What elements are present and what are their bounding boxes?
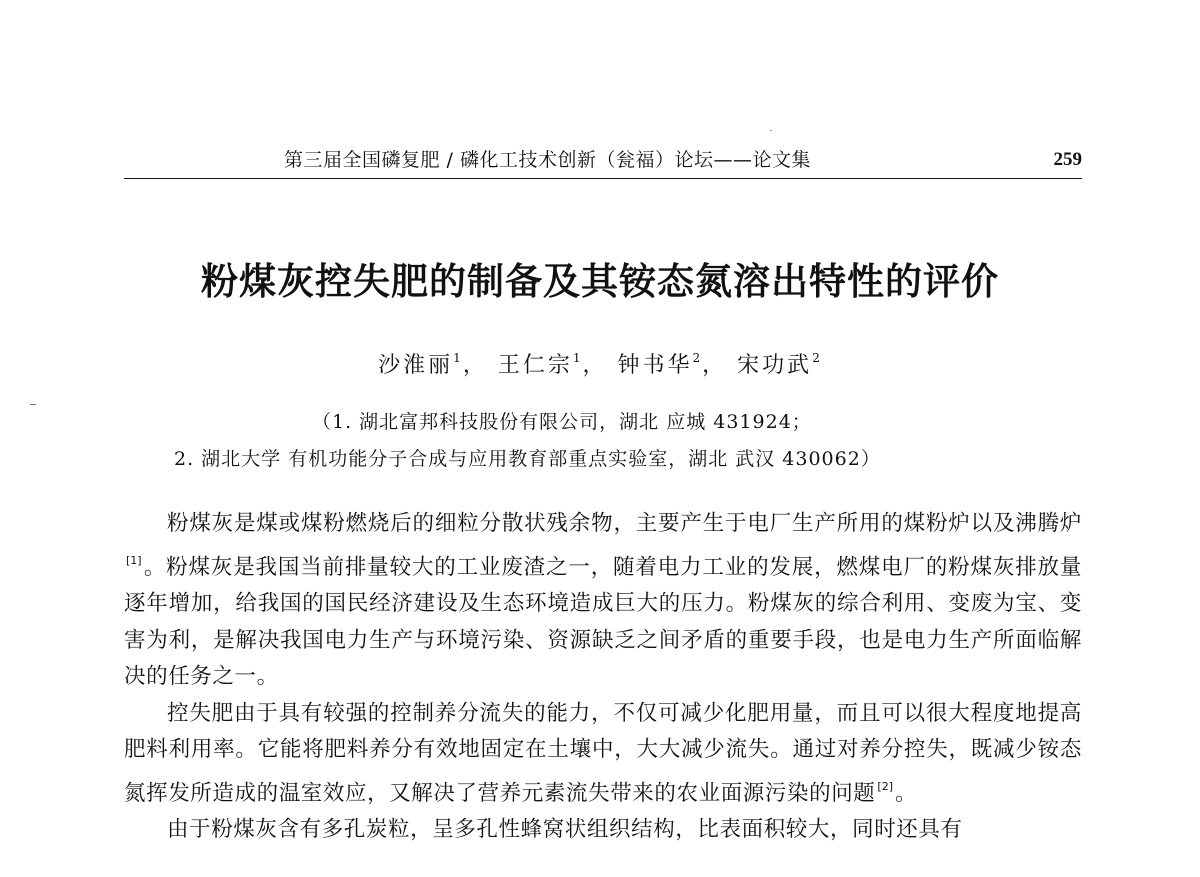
paper-title: 粉煤灰控失肥的制备及其铵态氮溶出特性的评价	[201, 260, 999, 303]
author-name: 沙淮丽	[378, 353, 454, 378]
scan-artifact	[770, 130, 772, 131]
author-name: 王仁宗	[497, 353, 573, 378]
paragraph-text: 。粉煤灰是我国当前排量较大的工业废渣之一，随着电力工业的发展，燃煤电厂的粉煤灰排放量逐年增加，给我国的国民经济建设及生态环境造成巨大的压力。粉煤灰的综合利用、变废为宝、变害为利，是解决我国电力生产与环境污染、资源缺乏之间矛盾的重要手段，也是电力生产所面临解决的任务之一。	[124, 554, 1082, 689]
body-text	[124, 506, 1082, 849]
paragraph	[124, 812, 1082, 849]
author-separator: ，	[582, 353, 608, 378]
paragraph	[124, 506, 1082, 696]
author-list	[0, 340, 1200, 384]
citation-mark: [1]	[126, 553, 142, 567]
header-rule	[124, 178, 1082, 179]
page-number: 259	[1053, 149, 1082, 170]
running-header	[124, 146, 1082, 178]
author-affiliation-mark: 2	[812, 351, 820, 365]
author-separator: ，	[462, 353, 488, 378]
author-affiliation-mark: 1	[572, 351, 581, 365]
author-name: 宋功武	[737, 353, 813, 378]
author-separator: ，	[702, 353, 728, 378]
paragraph-text: 由于粉煤灰含有多孔炭粒，呈多孔性蜂窝状组织结构，比表面积较大，同时还具有	[167, 817, 963, 842]
journal-title: 第三届全国磷复肥 / 磷化工技术创新（瓮福）论坛——论文集	[284, 149, 811, 171]
author-affiliation-mark: 1	[453, 351, 461, 365]
paragraph-text: 控失肥由于具有较强的控制养分流失的能力，不仅可减少化肥用量，而且可以很大程度地提高肥料利用率。它能将肥料养分有效地固定在土壤中，大大减少流失。通过对养分控失，既减少铵态氮挥发所造成的温室效应，又解决了营养元素流失带来的农业面源污染的问题	[124, 700, 1082, 806]
paragraph-text: 。	[895, 780, 918, 806]
paragraph-text: 粉煤灰是煤或煤粉燃烧后的细粒分散状残余物，主要产生于电厂生产所用的煤粉炉以及沸腾炉	[167, 511, 1082, 536]
author-affiliation-mark: 2	[692, 351, 701, 365]
affiliation-line: （1. 湖北富邦科技股份有限公司，湖北 应城 431924；	[312, 411, 812, 433]
scan-artifact	[30, 404, 36, 405]
author-name: 钟书华	[617, 353, 693, 378]
citation-mark: [2]	[877, 779, 893, 793]
affiliation-line: 2. 湖北大学 有机功能分子合成与应用教育部重点实验室，湖北 武汉 430062）	[174, 448, 881, 470]
paragraph	[124, 696, 1082, 813]
